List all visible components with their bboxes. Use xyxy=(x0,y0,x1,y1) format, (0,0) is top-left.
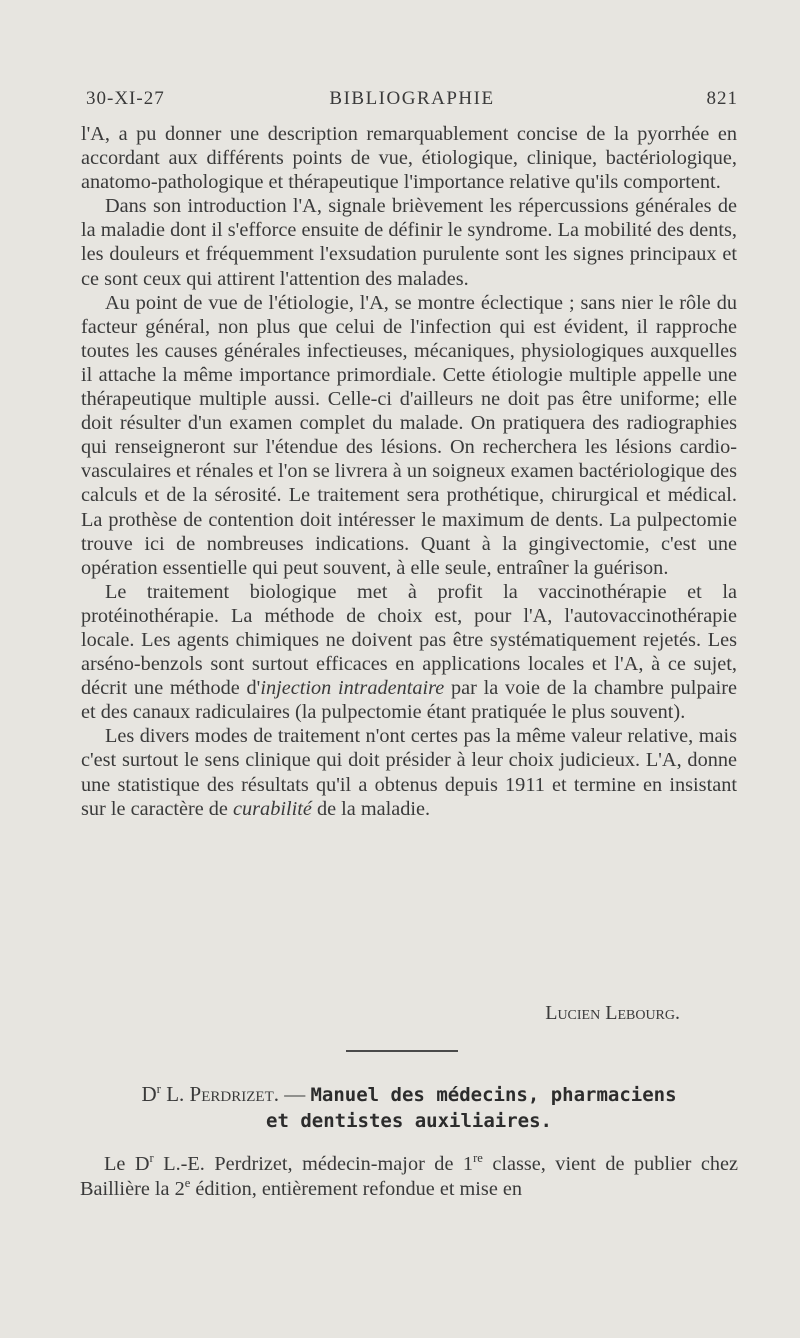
paragraph-4-text-b: par la voie de la chambre pulpaire et des canaux radiculaires (la pulpectomie étant pratiquée le plus souvent). xyxy=(81,677,737,724)
book-heading-line-1 xyxy=(82,1082,736,1108)
paragraph-4 xyxy=(81,580,737,725)
review-signature: Lucien Lebourg. xyxy=(545,1002,680,1024)
running-header xyxy=(86,88,738,112)
paragraph-5-text-a: Les divers modes de traitement n'ont certes pas la même valeur relative, mais c'est surtout le sens clinique qui doit présider à leur choix judicieux. L'A, donne une statistique des résultats qu'il a obtenus depuis 1911 et termine en insistant sur le caractère de xyxy=(81,725,737,820)
book-text-d: édition, entièrement refondue et mise en xyxy=(190,1178,523,1200)
book-sup-1: r xyxy=(149,1151,154,1166)
paragraph-5-italic: curabilité xyxy=(233,797,312,820)
issue-date: 30-XI-27 xyxy=(86,88,165,109)
book-text-c: classe, vient de publier chez Baillière la 2 xyxy=(80,1153,739,1200)
book-text-a: Le D xyxy=(104,1153,150,1175)
author-name: L. Perdrizet. xyxy=(160,1082,279,1106)
paragraph-2: Dans son introduction l'A, signale brièvement les répercussions générales de la maladie dont il s'efforce ensuite de définir le syndrome. La mobilité des dents, les douleurs et fréquemment l'exsudation purulente sont les signes principaux et ce sont ceux qui attirent l'attention des malades. xyxy=(81,195,737,290)
author-prefix-sup: r xyxy=(156,1081,161,1096)
page-number: 821 xyxy=(706,88,738,109)
paragraph-4-text-a: Le traitement biologique met à profit la vaccinothérapie et la protéinothérapie. La méthode de choix est, pour l'A, l'autovaccinothérapie locale. Les agents chimiques ne doivent pas être systématiquement rejetés. Les arséno-benzols sont surtout efficaces en applications locales et l'A, à ce sujet, décrit une méthode d' xyxy=(81,580,737,700)
book-sup-2: re xyxy=(473,1151,483,1166)
review-text xyxy=(81,122,737,821)
book-text-b: L.-E. Perdrizet, médecin-major de 1 xyxy=(153,1153,474,1175)
section-divider xyxy=(346,1050,458,1052)
section-title: BIBLIOGRAPHIE xyxy=(329,88,495,109)
book-paragraph-1 xyxy=(80,1152,738,1202)
book-title-line-1: Manuel des médecins, pharmaciens xyxy=(310,1084,677,1106)
book-title-line-2: et dentistes auxiliaires. xyxy=(266,1110,552,1132)
book-sup-3: e xyxy=(184,1176,191,1191)
paragraph-5 xyxy=(81,724,737,820)
book-heading xyxy=(82,1082,736,1134)
paragraph-4-italic: injection intradentaire xyxy=(260,677,445,700)
book-review-text xyxy=(80,1152,738,1202)
paragraph-5-text-b: de la maladie. xyxy=(311,797,431,820)
paragraph-3: Au point de vue de l'étiologie, l'A, se montre éclectique ; sans nier le rôle du facteur général, non plus que celui de l'infection qui est évident, il rapproche toutes les causes générales infectieuses, mécaniques, physiologiques auxquelles il attache la même importance primordiale. Cette étiologie multiple appelle une thérapeutique multiple aussi. Celle-ci d'ailleurs ne doit pas être uniforme; elle doit résulter d'un examen complet du malade. On pratiquera des radiographies qui renseigneront sur l'étendue des lésions. On recherchera les lésions cardio-vasculaires et rénales et l'on se livrera à un soigneux examen bactériologique des calculs et de la sérosité. Le traitement sera prothétique, chirurgical et médical. La prothèse de contention doit intéresser le maximum de dents. La pulpectomie trouve ici de nombreuses indications. Quant à la gingivectomie, c'est une opération essentielle qui peut souvent, à elle seule, entraîner la guérison. xyxy=(81,291,737,579)
author-prefix: D xyxy=(141,1082,157,1106)
paragraph-1: l'A, a pu donner une description remarquablement concise de la pyorrhée en accordant aux différents points de vue, étiologique, clinique, bactériologique, anatomo-pathologique et thérapeutique l'importance relative qu'ils comportent. xyxy=(81,123,737,194)
heading-dash: — xyxy=(278,1082,311,1106)
